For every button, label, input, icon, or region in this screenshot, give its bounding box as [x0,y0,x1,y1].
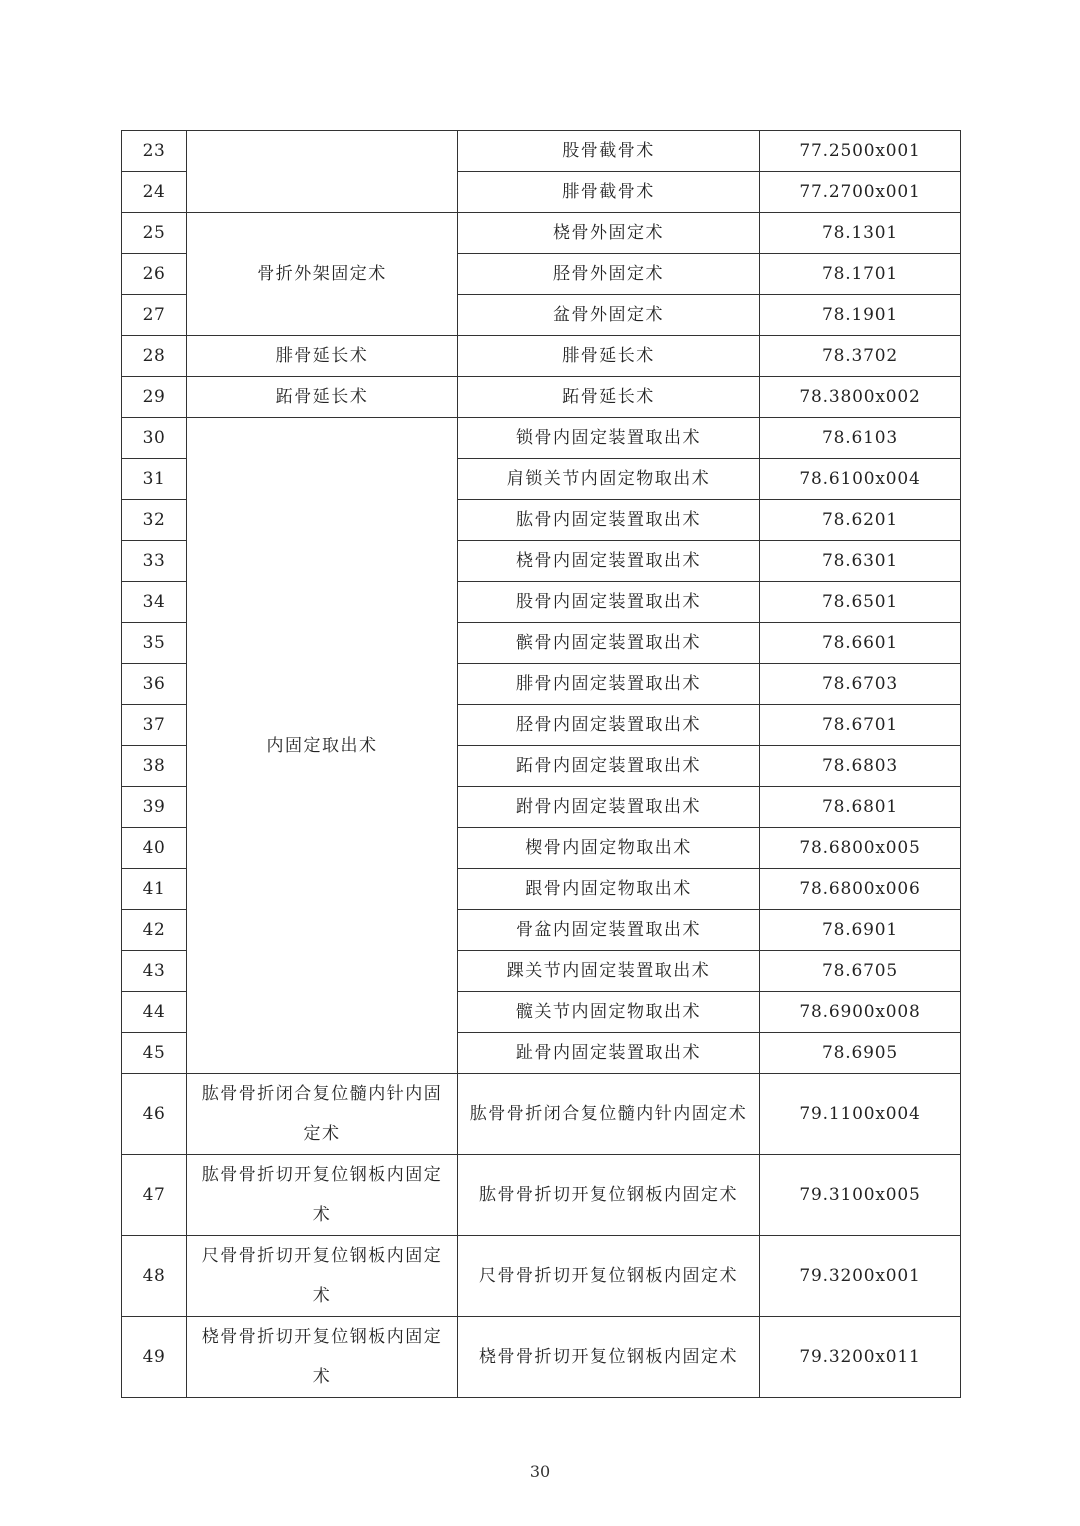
table-row [122,1074,961,1155]
procedure-code: 78.6103 [760,418,961,459]
row-number: 49 [122,1317,187,1398]
table-row [122,1155,961,1236]
row-number: 30 [122,418,187,459]
row-number: 46 [122,1074,187,1155]
procedure-table [121,130,961,1398]
procedure-name: 肱骨骨折切开复位钢板内固定术 [458,1155,760,1236]
procedure-name: 踝关节内固定装置取出术 [458,951,760,992]
procedure-code: 78.6803 [760,746,961,787]
procedure-name: 股骨截骨术 [458,131,760,172]
procedure-name: 胫骨内固定装置取出术 [458,705,760,746]
procedure-code: 78.3800x002 [760,377,961,418]
procedure-code: 78.6100x004 [760,459,961,500]
procedure-name: 肩锁关节内固定物取出术 [458,459,760,500]
procedure-name: 跖骨延长术 [458,377,760,418]
row-number: 29 [122,377,187,418]
row-number: 27 [122,295,187,336]
row-number: 32 [122,500,187,541]
procedure-name: 髋关节内固定物取出术 [458,992,760,1033]
procedure-name: 桡骨内固定装置取出术 [458,541,760,582]
row-number: 28 [122,336,187,377]
procedure-code: 77.2500x001 [760,131,961,172]
procedure-name: 股骨内固定装置取出术 [458,582,760,623]
procedure-name: 腓骨延长术 [458,336,760,377]
procedure-name: 趾骨内固定装置取出术 [458,1033,760,1074]
procedure-code: 78.6601 [760,623,961,664]
procedure-code: 77.2700x001 [760,172,961,213]
row-number: 34 [122,582,187,623]
procedure-code: 78.6801 [760,787,961,828]
category-cell: 桡骨骨折切开复位钢板内固定术 [187,1317,458,1398]
row-number: 40 [122,828,187,869]
row-number: 42 [122,910,187,951]
table-row [122,336,961,377]
category-cell: 内固定取出术 [187,418,458,1074]
procedure-code: 78.6900x008 [760,992,961,1033]
table-row [122,418,961,459]
table-row [122,377,961,418]
category-cell: 跖骨延长术 [187,377,458,418]
procedure-name: 骨盆内固定装置取出术 [458,910,760,951]
row-number: 47 [122,1155,187,1236]
row-number: 39 [122,787,187,828]
row-number: 36 [122,664,187,705]
procedure-code: 78.6901 [760,910,961,951]
procedure-name: 楔骨内固定物取出术 [458,828,760,869]
row-number: 31 [122,459,187,500]
procedure-name: 锁骨内固定装置取出术 [458,418,760,459]
category-cell: 肱骨骨折切开复位钢板内固定术 [187,1155,458,1236]
procedure-code: 78.6905 [760,1033,961,1074]
procedure-name: 跗骨内固定装置取出术 [458,787,760,828]
procedure-name: 腓骨内固定装置取出术 [458,664,760,705]
procedure-name: 盆骨外固定术 [458,295,760,336]
procedure-name: 尺骨骨折切开复位钢板内固定术 [458,1236,760,1317]
table-row [122,131,961,172]
row-number: 45 [122,1033,187,1074]
procedure-code: 78.6501 [760,582,961,623]
procedure-code: 78.6201 [760,500,961,541]
procedure-code: 78.6800x006 [760,869,961,910]
procedure-name: 肱骨骨折闭合复位髓内针内固定术 [458,1074,760,1155]
table-row [122,213,961,254]
row-number: 37 [122,705,187,746]
row-number: 48 [122,1236,187,1317]
procedure-code: 79.1100x004 [760,1074,961,1155]
procedure-code: 79.3200x011 [760,1317,961,1398]
procedure-name: 跟骨内固定物取出术 [458,869,760,910]
row-number: 35 [122,623,187,664]
procedure-code: 78.1901 [760,295,961,336]
procedure-name: 髌骨内固定装置取出术 [458,623,760,664]
category-cell-empty [187,131,458,213]
procedure-name: 肱骨内固定装置取出术 [458,500,760,541]
category-cell: 肱骨骨折闭合复位髓内针内固定术 [187,1074,458,1155]
row-number: 33 [122,541,187,582]
category-cell: 骨折外架固定术 [187,213,458,336]
procedure-name: 桡骨外固定术 [458,213,760,254]
procedure-code: 78.1301 [760,213,961,254]
category-cell: 尺骨骨折切开复位钢板内固定术 [187,1236,458,1317]
table-row [122,1236,961,1317]
category-cell: 腓骨延长术 [187,336,458,377]
procedure-code: 78.6705 [760,951,961,992]
procedure-code: 78.6701 [760,705,961,746]
table-row [122,1317,961,1398]
procedure-code: 78.6301 [760,541,961,582]
row-number: 43 [122,951,187,992]
row-number: 26 [122,254,187,295]
procedure-code: 78.1701 [760,254,961,295]
row-number: 38 [122,746,187,787]
row-number: 44 [122,992,187,1033]
procedure-code: 78.6703 [760,664,961,705]
row-number: 24 [122,172,187,213]
procedure-name: 桡骨骨折切开复位钢板内固定术 [458,1317,760,1398]
procedure-code: 79.3100x005 [760,1155,961,1236]
row-number: 23 [122,131,187,172]
row-number: 41 [122,869,187,910]
procedure-name: 跖骨内固定装置取出术 [458,746,760,787]
page-number: 30 [529,1462,551,1481]
procedure-code: 78.3702 [760,336,961,377]
procedure-code: 79.3200x001 [760,1236,961,1317]
procedure-name: 腓骨截骨术 [458,172,760,213]
procedure-name: 胫骨外固定术 [458,254,760,295]
row-number: 25 [122,213,187,254]
procedure-code: 78.6800x005 [760,828,961,869]
